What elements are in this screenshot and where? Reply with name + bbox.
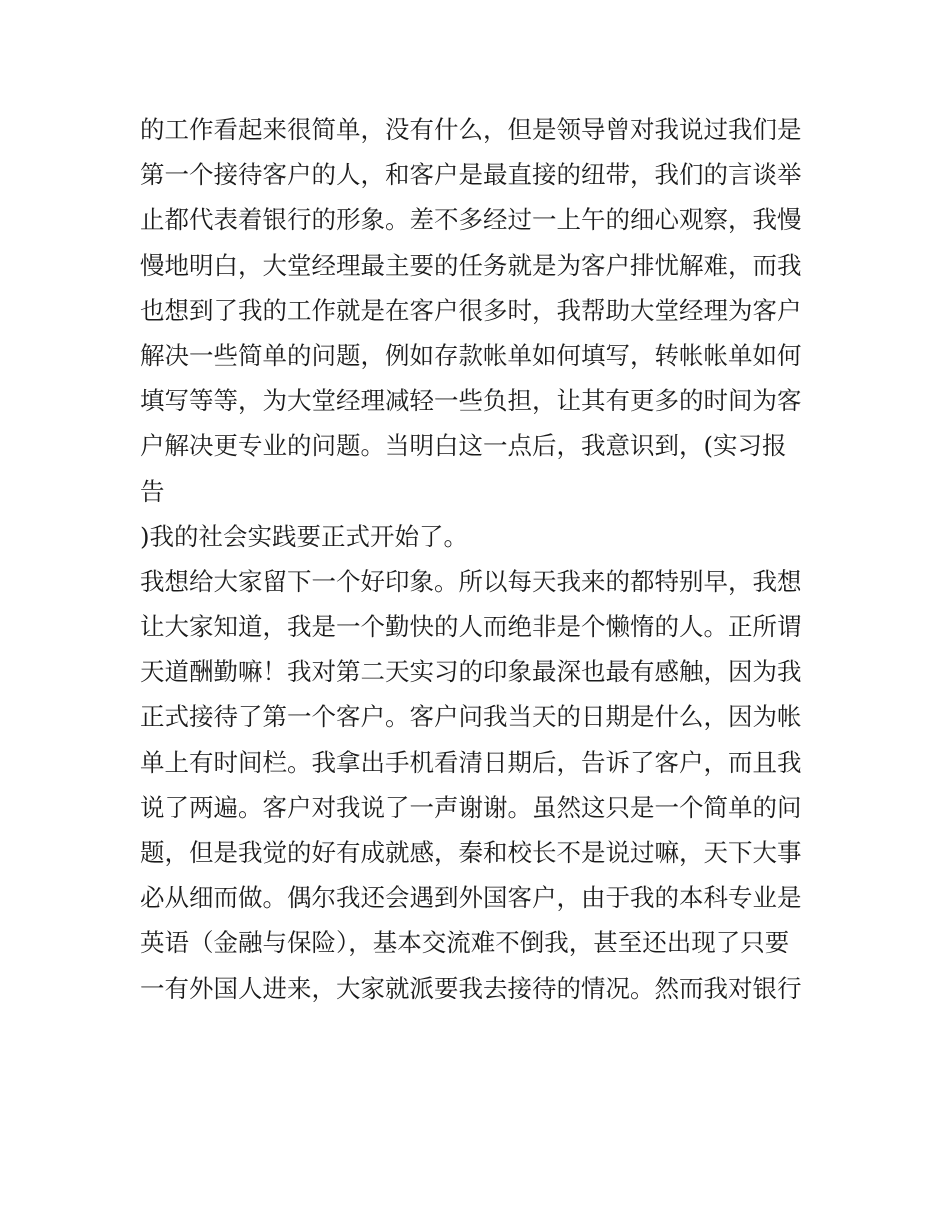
text-line: 填写等等，为大堂经理减轻一些负担，让其有更多的时间为客 bbox=[140, 386, 802, 416]
text-line: 解决一些简单的问题，例如存款帐单如何填写，转帐帐单如何 bbox=[140, 340, 802, 370]
text-line: 说了两遍。客户对我说了一声谢谢。虽然这只是一个简单的问 bbox=[140, 792, 802, 822]
text-line: 也想到了我的工作就是在客户很多时，我帮助大堂经理为客户 bbox=[140, 295, 802, 325]
text-line: 告 bbox=[140, 476, 165, 506]
text-line: 单上有时间栏。我拿出手机看清日期后，告诉了客户，而且我 bbox=[140, 747, 802, 777]
text-line: 英语（金融与保险），基本交流难不倒我，甚至还出现了只要 bbox=[140, 928, 790, 958]
text-line: 的工作看起来很简单，没有什么，但是领导曾对我说过我们是 bbox=[140, 115, 802, 144]
text-line: 慢地明白，大堂经理最主要的任务就是为客户排忧解难，而我 bbox=[140, 250, 802, 280]
text-line: 止都代表着银行的形象。差不多经过一上午的细心观察，我慢 bbox=[140, 205, 802, 235]
text-line: 户解决更专业的问题。当明白这一点后，我意识到，(实习报 bbox=[140, 431, 787, 461]
text-line: 我想给大家留下一个好印象。所以每天我来的都特别早，我想 bbox=[140, 566, 802, 596]
text-line: 题，但是我觉的好有成就感，秦和校长不是说过嘛，天下大事 bbox=[140, 838, 802, 867]
body-text bbox=[140, 107, 820, 1011]
text-line: )我的社会实践要正式开始了。 bbox=[140, 521, 469, 551]
text-line: 一有外国人进来，大家就派要我去接待的情况。然而我对银行 bbox=[140, 973, 802, 1003]
text-line: 天道酬勤嘛！我对第二天实习的印象最深也最有感触，因为我 bbox=[140, 657, 802, 687]
text-line: 第一个接待客户的人，和客户是最直接的纽带，我们的言谈举 bbox=[140, 160, 802, 190]
text-line: 正式接待了第一个客户。客户问我当天的日期是什么，因为帐 bbox=[140, 702, 802, 732]
text-line: 必从细而做。偶尔我还会遇到外国客户，由于我的本科专业是 bbox=[140, 883, 802, 913]
text-line: 让大家知道，我是一个勤快的人而绝非是个懒惰的人。正所谓 bbox=[140, 612, 802, 642]
